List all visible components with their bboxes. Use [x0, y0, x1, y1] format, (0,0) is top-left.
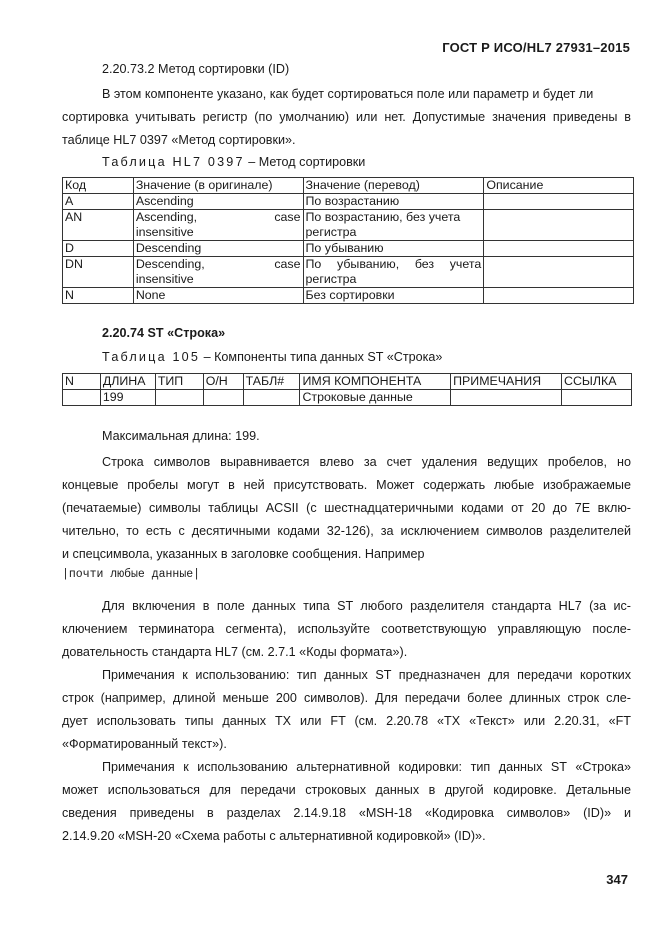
original-value-cell: Descending: [133, 241, 303, 257]
text-line: Примечания к использованию: тип данных ST предназначен для передачи коротких: [102, 668, 631, 682]
encoding-notes-paragraph: [62, 756, 631, 848]
string-description-paragraph: [62, 451, 631, 566]
description-cell: [484, 210, 634, 241]
header-cell: Значение (в оригинале): [133, 178, 303, 194]
sort-method-paragraph: [62, 83, 631, 152]
header-cell: Код: [63, 178, 134, 194]
header-cell: ТИП: [155, 374, 203, 390]
table-cell: [562, 390, 632, 406]
table-caption-title: – Компоненты типа данных ST «Строка»: [203, 350, 443, 364]
table-cell: [155, 390, 203, 406]
cell-line: По возрастанию, без учета: [305, 210, 461, 224]
text-line: 2.14.9.20 «MSH-20 «Схема работы с альтернативной кодировкой» (ID)».: [62, 829, 486, 843]
code-cell: DN: [63, 257, 134, 288]
cell-line: регистра: [305, 225, 357, 239]
code-cell: N: [63, 288, 134, 304]
table-caption-title: – Метод сортировки: [248, 155, 366, 169]
code-cell: D: [63, 241, 134, 257]
description-cell: [484, 241, 634, 257]
text-line: сведения приведены в разделах 2.14.9.18 «MSH-18 «Кодировка символов» (ID)» и: [62, 806, 631, 820]
text-line: чительно, то есть с десятичными кодами 32-126), за исключением символов разделителей: [62, 524, 631, 538]
cell-word: Descending,: [135, 257, 205, 271]
cell-word: case: [274, 210, 301, 224]
example-code: |почти любые данные|: [62, 568, 201, 581]
header-cell: ПРИМЕЧАНИЯ: [451, 374, 562, 390]
cell-word: insensitive: [135, 225, 194, 239]
section-heading: 2.20.74 ST «Строка»: [102, 326, 226, 340]
header-cell: Описание: [484, 178, 634, 194]
header-cell: О/Н: [203, 374, 243, 390]
table-cell: [63, 390, 101, 406]
original-value-cell: [133, 257, 303, 288]
table-cell: [451, 390, 562, 406]
cell-word: По: [305, 257, 322, 271]
page-number: 347: [606, 872, 628, 887]
usage-notes-paragraph: [62, 664, 631, 756]
text-line: таблице HL7 0397 «Метод сортировки».: [62, 133, 296, 147]
table-row: [63, 257, 634, 288]
header-cell: ДЛИНА: [100, 374, 155, 390]
cell-line: регистра: [305, 272, 357, 286]
text-line: «Форматированный текст»).: [62, 737, 227, 751]
delimiter-paragraph: [62, 595, 631, 664]
translated-value-cell: [303, 257, 484, 288]
text-line: концевые пробелы могут в ней присутствовать. Может содержать любые изображаемые: [62, 478, 631, 492]
translated-value-cell: По возрастанию: [303, 194, 484, 210]
table-cell: [243, 390, 300, 406]
description-cell: [484, 288, 634, 304]
table-caption-number: Таблица HL7 0397: [102, 155, 245, 169]
original-value-cell: None: [133, 288, 303, 304]
table-caption: [102, 350, 442, 364]
header-cell: ТАБЛ#: [243, 374, 300, 390]
table-header-row: [63, 178, 634, 194]
header-cell: ССЫЛКА: [562, 374, 632, 390]
table-caption-number: Таблица 105: [102, 350, 201, 364]
text-line: ключением терминатора сегмента), используйте соответствующую управляющую после-: [62, 622, 631, 636]
description-cell: [484, 194, 634, 210]
original-value-cell: [133, 210, 303, 241]
table-row: [63, 210, 634, 241]
table-row: [63, 288, 634, 304]
table-header-row: [63, 374, 632, 390]
text-line: сортировка учитывать регистр (по умолчанию) или нет. Допустимые значения приведены в: [62, 110, 631, 124]
subsection-heading: 2.20.73.2 Метод сортировки (ID): [102, 62, 290, 76]
text-line: Примечания к использованию альтернативной кодировки: тип данных ST «Строка»: [102, 760, 631, 774]
max-length-text: Максимальная длина: 199.: [102, 429, 260, 443]
table-caption: [102, 155, 365, 169]
text-line: довательность стандарта HL7 (см. 2.7.1 «Коды формата»).: [62, 645, 408, 659]
cell-word: учета: [449, 257, 482, 271]
original-value-cell: Ascending: [133, 194, 303, 210]
table-cell: 199: [100, 390, 155, 406]
st-components-table: [62, 373, 632, 406]
translated-value-cell: Без сортировки: [303, 288, 484, 304]
header-cell: N: [63, 374, 101, 390]
cell-word: убыванию,: [336, 257, 400, 271]
text-line: Строка символов выравнивается влево за счет удаления ведущих пробелов, но: [102, 455, 631, 469]
text-line: строк (например, длиной меньше 200 символов). Для передачи более длинных строк сле-: [62, 691, 631, 705]
cell-word: Ascending,: [135, 210, 198, 224]
description-cell: [484, 257, 634, 288]
cell-word: без: [414, 257, 435, 271]
code-cell: A: [63, 194, 134, 210]
table-row: [63, 194, 634, 210]
text-line: В этом компоненте указано, как будет сортироваться поле или параметр и будет ли: [102, 87, 594, 101]
text-line: (печатаемые) символы таблицы ACSII (с шестнадцатеричными кодами от 20 до 7E вклю-: [62, 501, 631, 515]
header-cell: ИМЯ КОМПОНЕНТА: [300, 374, 451, 390]
translated-value-cell: [303, 210, 484, 241]
cell-word: case: [274, 257, 301, 271]
code-cell: AN: [63, 210, 134, 241]
text-line: и спецсимвола, указанных в заголовке сообщения. Например: [62, 547, 425, 561]
translated-value-cell: По убыванию: [303, 241, 484, 257]
document-header: ГОСТ Р ИСО/HL7 27931–2015: [442, 40, 630, 55]
text-line: может использоваться для передачи строковых данных в другой кодировке. Детальные: [62, 783, 631, 797]
cell-word: insensitive: [135, 272, 194, 286]
text-line: дует использовать типы данных TX или FT (см. 2.20.78 «TX «Текст» или 2.20.31, «FT: [62, 714, 631, 728]
table-row: [63, 390, 632, 406]
sort-method-table: [62, 177, 634, 304]
table-cell: [203, 390, 243, 406]
header-cell: Значение (перевод): [303, 178, 484, 194]
table-row: [63, 241, 634, 257]
table-cell: Строковые данные: [300, 390, 451, 406]
text-line: Для включения в поле данных типа ST любого разделителя стандарта HL7 (за ис-: [102, 599, 631, 613]
